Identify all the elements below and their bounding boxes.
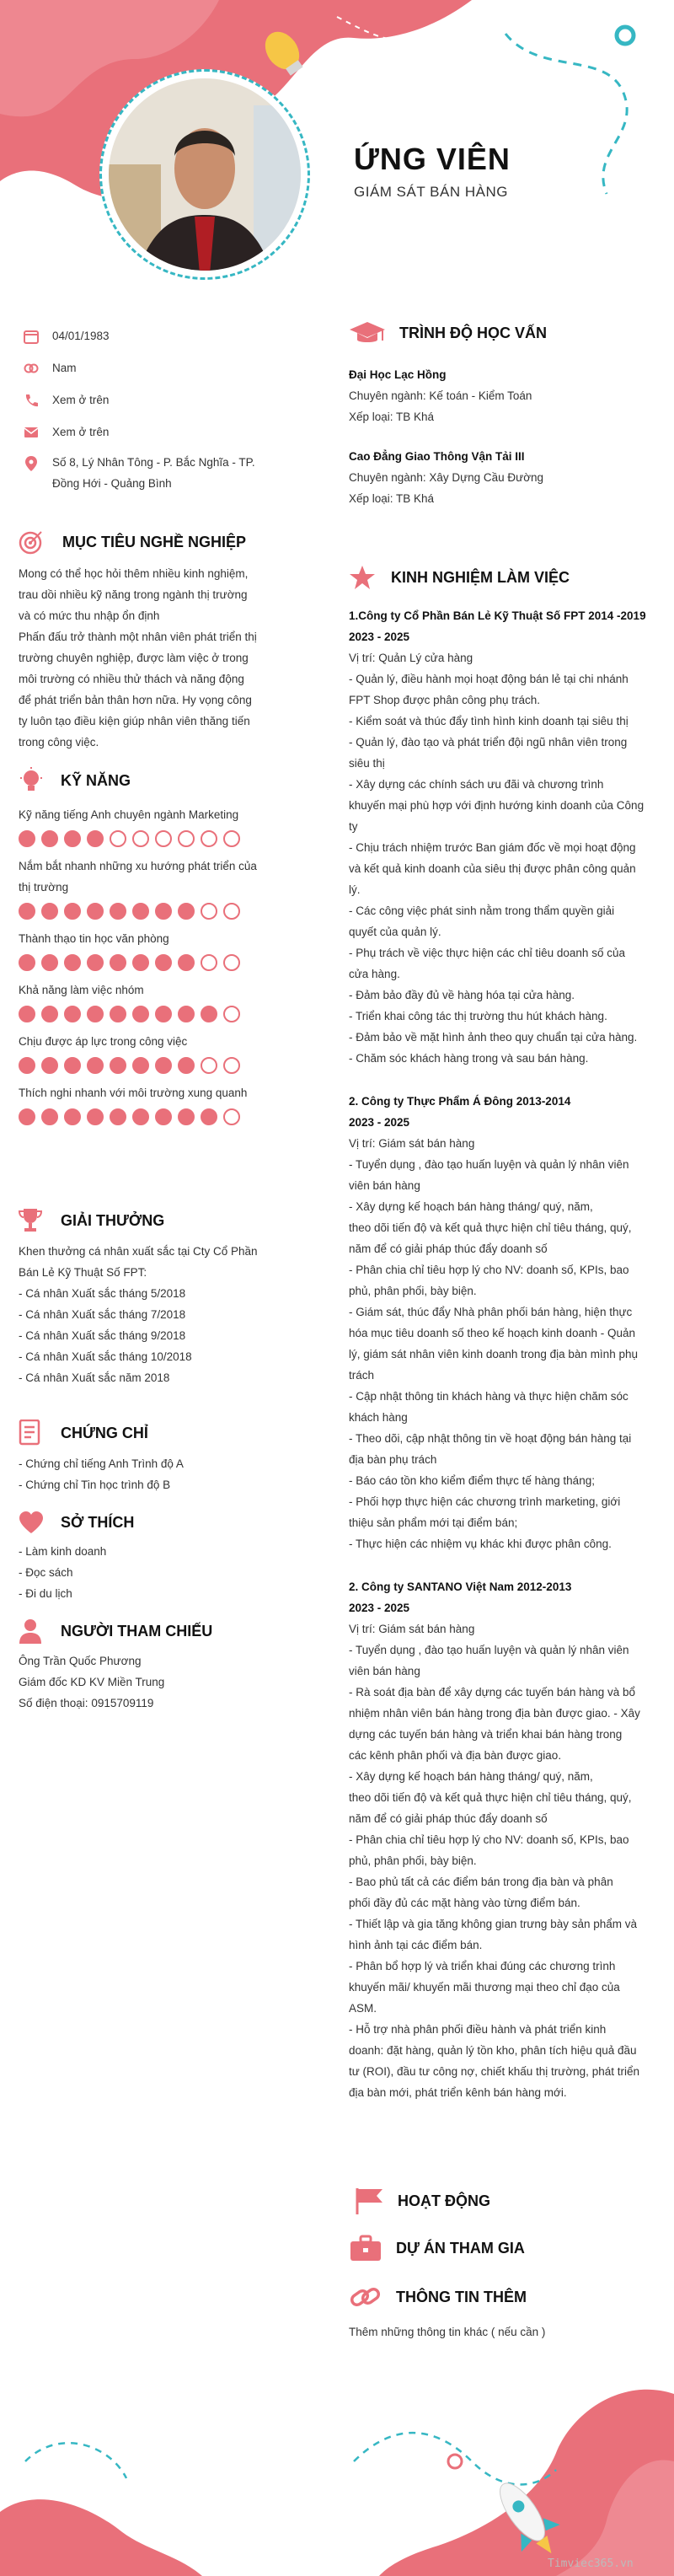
rating-dot-empty [223,1108,240,1125]
rating-dot-filled [19,1057,35,1074]
rating-dot-empty [223,1057,240,1074]
job-company: 2. Công ty Thực Phẩm Á Đông 2013-2014 [349,1095,571,1108]
job-line: - Thực hiện các nhiệm vụ khác khi được phân công. [349,1538,612,1550]
job-entry [349,1576,652,2103]
job-line: - Giám sát, thúc đẩy Nhà phân phối bán hàng, hiện thực [349,1306,633,1318]
objective-title: MỤC TIÊU NGHỀ NGHIỆP [62,533,247,550]
job-line: FPT Shop được phân công phụ trách. [349,694,541,706]
job-line: Vị trí: Quản Lý cửa hàng [349,652,473,664]
rating-dot-filled [110,1057,126,1074]
job-line: phủ, phân phối, bày biện. [349,1854,477,1867]
objective-line: ty luôn tạo điều kiện giúp nhân viên thăng tiến [19,715,250,727]
job-line: - Quản lý, đào tạo và phát triển đội ngũ nhân viên trong [349,736,628,749]
link-icon [349,2283,382,2311]
skill-item [19,928,288,971]
skill-label: Thành thạo tin học văn phòng [19,932,169,945]
education-title: TRÌNH ĐỘ HỌC VẤN [399,324,547,341]
flag-icon [349,2187,386,2215]
references-title: NGƯỜI THAM CHIẾU [61,1622,213,1640]
skill-label: Thích nghi nhanh với môi trường xung quanh [19,1087,248,1099]
job-line: - Kiểm soát và thúc đẩy tình hình kinh doanh tại siêu thị [349,715,629,727]
rating-dot-filled [132,1006,149,1022]
skills-title: KỸ NĂNG [61,771,131,789]
activities-section [349,2187,490,2215]
rating-dot-filled [178,1108,195,1125]
school-grade: Xếp loại: TB Khá [349,492,435,505]
award-line: - Cá nhân Xuất sắc tháng 5/2018 [19,1287,186,1300]
rating-dot-filled [41,1108,58,1125]
objective-line: trường chuyên nghiệp, được làm việc ở trong [19,652,249,664]
objective-line: và có mức thu nhập ổn định [19,609,160,622]
award-line: Bán Lẻ Kỹ Thuật Số FPT: [19,1266,147,1279]
rating-dot-filled [132,903,149,920]
rating-dot-empty [201,1057,217,1074]
location-pin-icon [24,455,39,472]
skill-item [19,856,288,920]
objective-line: trau dồi nhiều kỹ năng trong ngành thị trường [19,588,248,601]
rating-dot-filled [132,1108,149,1125]
hobby-line: - Làm kinh doanh [19,1545,107,1558]
skill-label: thị trường [19,881,69,894]
job-line: doanh: đặt hàng, quản lý tồn kho, phân tích hiệu quả đầu [349,2044,637,2057]
address-line-1: Số 8, Lý Nhân Tông - P. Bắc Nghĩa - TP. [52,456,255,469]
award-line: - Cá nhân Xuất sắc năm 2018 [19,1371,170,1384]
rating-dot-filled [155,1006,172,1022]
objective-line: Phấn đấu trở thành một nhân viên phát triển thị [19,631,257,643]
job-subtitle: GIÁM SÁT BÁN HÀNG [354,184,508,200]
job-line: phủ, phân phối, bày biện. [349,1285,477,1297]
target-icon [19,529,44,555]
objective-line: Mong có thể học hỏi thêm nhiều kinh nghiệm, [19,567,249,580]
rating-dot-filled [155,954,172,971]
objective-line: môi trường có nhiều thử thách và năng động [19,673,244,685]
objective-line: trong công việc. [19,736,99,749]
projects-title: DỰ ÁN THAM GIA [396,2239,525,2257]
job-line: nhiệm nhân viên bán hàng trong địa bàn được giao. - Xây [349,1707,640,1720]
certificates-title: CHỨNG CHỈ [61,1424,148,1441]
skill-label: Kỹ năng tiếng Anh chuyên ngành Marketing [19,808,239,821]
job-company: 1.Công ty Cổ Phần Bán Lẻ Kỹ Thuật Số FPT 2014 -2019 [349,609,646,622]
email-value: Xem ở trên [52,426,110,438]
rating-dot-filled [110,1006,126,1022]
job-line: - Cập nhật thông tin khách hàng và thực hiện chăm sóc [349,1390,629,1403]
job-line: lý, giám sát nhân viên kinh doanh trong địa bàn mình phụ [349,1348,638,1360]
contact-birthday [24,325,110,346]
job-line: - Phụ trách về việc thực hiện các chỉ tiêu doanh số của [349,947,625,959]
rating-dot-filled [178,1006,195,1022]
calendar-icon [24,329,39,344]
skill-label: Khả năng làm việc nhóm [19,984,144,996]
job-line: khuyến mãi/ khuyến mãi thương mại theo chỉ đạo của [349,1981,620,1994]
rating-dot-filled [19,1108,35,1125]
gender-value: Nam [52,362,77,374]
job-line: ASM. [349,2002,377,2015]
rating-dot-empty [223,903,240,920]
job-line: tư (ROI), đầu tư công nợ, chiết khấu thị trường, phát triển [349,2065,639,2078]
rating-dot-filled [41,830,58,847]
rating-dot-filled [178,954,195,971]
job-line: và kết quả kinh doanh của siêu thị được phân công quản [349,862,636,875]
email-icon [24,425,39,440]
job-line: theo dõi tiến độ và kết quả thực hiện chỉ tiêu tháng, quý, [349,1791,632,1804]
rating-dot-filled [64,903,81,920]
objective-line: để phát triển bản thân hơn nữa. Hy vọng công [19,694,252,706]
rating-dot-filled [201,1006,217,1022]
skill-rating [19,1006,288,1022]
reference-line: Giám đốc KD KV Miền Trung [19,1676,165,1688]
skill-label: Chịu được áp lực trong công việc [19,1035,188,1048]
rating-dot-filled [201,1108,217,1125]
rating-dot-filled [87,954,104,971]
rating-dot-filled [87,1057,104,1074]
contact-phone [24,389,109,411]
hobbies-title: SỞ THÍCH [61,1513,135,1531]
birthday-value: 04/01/1983 [52,330,110,342]
job-entry [349,1091,652,1554]
rating-dot-filled [64,1006,81,1022]
objective-section [19,529,280,753]
hobbies-section [19,1511,288,1604]
job-line: địa bàn phụ trách [349,1453,437,1466]
address-line-2: Đồng Hới - Quảng Bình [52,477,172,490]
school-grade: Xếp loại: TB Khá [349,411,435,423]
award-line: - Cá nhân Xuất sắc tháng 10/2018 [19,1350,192,1363]
job-line: viên bán hàng [349,1665,420,1677]
rating-dot-filled [64,1057,81,1074]
rating-dot-empty [110,830,126,847]
job-line: - Triển khai công tác thị trường thu hút khách hàng. [349,1010,607,1022]
rating-dot-empty [223,830,240,847]
job-line: Vị trí: Giám sát bán hàng [349,1623,475,1635]
award-line: Khen thưởng cá nhân xuất sắc tại Cty Cổ Phần [19,1245,258,1258]
job-line: địa bàn mới, phát triển kênh bán hàng mới. [349,2086,567,2099]
job-line: cửa hàng. [349,968,400,980]
rating-dot-empty [223,954,240,971]
rating-dot-filled [110,1108,126,1125]
reference-line: Ông Trần Quốc Phương [19,1655,142,1667]
award-line: - Cá nhân Xuất sắc tháng 7/2018 [19,1308,186,1321]
rating-dot-empty [201,954,217,971]
job-line: năm để có giải pháp thúc đẩy doanh số [349,1242,548,1255]
more-info-title: THÔNG TIN THÊM [396,2288,527,2305]
job-line: - Theo dõi, cập nhật thông tin về hoạt động bán hàng tại [349,1432,632,1445]
references-section [19,1618,288,1714]
job-line: Vị trí: Giám sát bán hàng [349,1137,475,1150]
job-line: viên bán hàng [349,1179,420,1192]
job-line: - Phân bổ hợp lý và triển khai đúng các chương trình [349,1960,616,1972]
projects-section [349,2234,525,2262]
rating-dot-filled [178,1057,195,1074]
hobby-line: - Đi du lịch [19,1587,72,1600]
heart-icon [19,1511,44,1534]
job-line: theo dõi tiến độ và kết quả thực hiện chỉ tiêu tháng, quý, [349,1221,632,1234]
star-icon [349,565,376,590]
job-line: ty [349,820,358,833]
skill-label: Nắm bắt nhanh những xu hướng phát triển của [19,860,257,872]
certificates-section [19,1419,288,1495]
job-line: hình ảnh tại các điểm bán. [349,1939,483,1951]
job-line: phối đầy đủ các mặt hàng vào từng điểm bán. [349,1897,580,1909]
briefcase-icon [349,2234,382,2262]
skill-rating [19,954,288,971]
job-line: - Xây dựng kế hoạch bán hàng tháng/ quý, năm, [349,1200,593,1213]
job-company: 2. Công ty SANTANO Việt Nam 2012-2013 [349,1580,572,1593]
rating-dot-filled [178,903,195,920]
job-line: - Quản lý, điều hành mọi hoạt động bán lẻ tại chi nhánh [349,673,629,685]
awards-section [19,1207,288,1388]
job-line: siêu thị [349,757,385,770]
hobby-line: - Đọc sách [19,1566,73,1579]
rating-dot-filled [41,903,58,920]
job-line: - Báo cáo tồn kho kiểm điểm thực tế hàng tháng; [349,1474,595,1487]
rating-dot-filled [19,954,35,971]
rating-dot-filled [41,1006,58,1022]
rating-dot-filled [19,1006,35,1022]
job-line: khuyến mại phù hợp với định hướng kinh doanh của Công [349,799,645,812]
phone-value: Xem ở trên [52,394,110,406]
job-line: các kênh phân phối và địa bàn được giao. [349,1749,562,1762]
rating-dot-filled [87,830,104,847]
rating-dot-filled [155,903,172,920]
job-line: - Các công việc phát sinh nằm trong thẩm quyền giải [349,904,615,917]
awards-title: GIẢI THƯỞNG [61,1211,165,1229]
job-line: - Phân chia chỉ tiêu hợp lý cho NV: doanh số, KPIs, bao [349,1264,629,1276]
job-line: - Đảm bảo đầy đủ về hàng hóa tại cửa hàng. [349,989,575,1001]
job-line: - Bao phủ tất cả các điểm bán trong địa bàn và phân [349,1876,613,1888]
job-line: - Rà soát địa bàn để xây dựng các tuyến bán hàng và bổ [349,1686,636,1699]
certificate-icon [19,1419,42,1446]
job-line: - Tuyển dụng , đào tạo huấn luyện và quản lý nhân viên [349,1644,629,1656]
skill-rating [19,830,288,847]
rating-dot-filled [41,1057,58,1074]
rating-dot-empty [201,903,217,920]
skill-item [19,1082,288,1125]
school-name: Cao Đẳng Giao Thông Vận Tải III [349,450,525,463]
award-line: - Cá nhân Xuất sắc tháng 9/2018 [19,1329,186,1342]
job-line: khách hàng [349,1411,408,1424]
contact-email [24,421,109,443]
job-period: 2023 - 2025 [349,631,410,643]
job-line: quyết của quản lý. [349,926,441,938]
job-period: 2023 - 2025 [349,1602,410,1614]
skill-item [19,1031,288,1074]
rating-dot-filled [132,954,149,971]
rating-dot-empty [201,830,217,847]
rating-dot-filled [64,1108,81,1125]
rating-dot-filled [87,1006,104,1022]
rating-dot-empty [223,1006,240,1022]
job-line: - Tuyển dụng , đào tạo huấn luyện và quản lý nhân viên [349,1158,629,1171]
page-title: ỨNG VIÊN [354,142,511,176]
rating-dot-filled [87,903,104,920]
skill-rating [19,1057,288,1074]
skills-section [19,767,288,1134]
job-line: - Phối hợp thực hiện các chương trình marketing, giới [349,1495,621,1508]
contact-gender [24,357,77,378]
rating-dot-empty [178,830,195,847]
rating-dot-filled [19,903,35,920]
footer-decoration [0,2360,674,2576]
rating-dot-empty [132,830,149,847]
job-period: 2023 - 2025 [349,1116,410,1129]
skill-rating [19,1108,288,1125]
job-line: dựng các tuyến bán hàng và triển khai bán hàng trong [349,1728,623,1741]
job-line: hóa mục tiêu doanh số theo kế hoạch kinh doanh - Quản [349,1327,635,1339]
rating-dot-filled [155,1108,172,1125]
person-icon [19,1618,42,1644]
skill-rating [19,903,288,920]
certificate-line: - Chứng chỉ tiếng Anh Trình độ A [19,1457,184,1470]
job-line: năm để có giải pháp thúc đẩy doanh số [349,1812,548,1825]
job-line: - Thiết lập và gia tăng không gian trưng bày sản phẩm và [349,1918,638,1930]
school-name: Đại Học Lạc Hồng [349,368,447,381]
more-info-section [349,2283,652,2343]
job-line: trách [349,1369,375,1382]
gender-icon [24,361,39,376]
rating-dot-empty [155,830,172,847]
school-major: Chuyên ngành: Xây Dựng Cầu Đường [349,471,544,484]
job-line: - Đảm bảo về mặt hình ảnh theo quy chuẩn tại cửa hàng. [349,1031,638,1044]
job-line: - Xây dựng các chính sách ưu đãi và chương trình [349,778,604,791]
rating-dot-filled [87,1108,104,1125]
skill-item [19,979,288,1022]
rating-dot-filled [41,954,58,971]
contact-address [24,452,255,494]
job-line: - Xây dựng kế hoạch bán hàng tháng/ quý, năm, [349,1770,593,1783]
watermark: Timviec365.vn [548,2557,634,2570]
rating-dot-filled [19,830,35,847]
experience-title: KINH NGHIỆM LÀM VIỆC [391,568,570,586]
skill-item [19,804,288,847]
phone-icon [24,393,39,408]
reference-line: Số điện thoại: 0915709119 [19,1697,154,1709]
avatar [99,69,310,280]
job-line: - Chăm sóc khách hàng trong và sau bán hàng. [349,1052,589,1065]
more-info-text: Thêm những thông tin khác ( nếu cần ) [349,2326,546,2338]
activities-title: HOẠT ĐỘNG [398,2192,490,2209]
experience-section [349,565,652,2125]
job-line: - Phân chia chỉ tiêu hợp lý cho NV: doanh số, KPIs, bao [349,1833,629,1846]
job-line: - Hỗ trợ nhà phân phối điều hành và phát triển kinh [349,2023,607,2036]
graduation-cap-icon [349,320,386,346]
job-line: thiệu sản phẩm mới tại điểm bán; [349,1516,518,1529]
lightbulb-icon [19,767,44,794]
rating-dot-filled [132,1057,149,1074]
trophy-icon [19,1207,42,1234]
school-major: Chuyên ngành: Kế toán - Kiểm Toán [349,389,532,402]
job-entry [349,605,652,1069]
rating-dot-filled [110,903,126,920]
rating-dot-filled [110,954,126,971]
rating-dot-filled [64,954,81,971]
rating-dot-filled [64,830,81,847]
rating-dot-filled [155,1057,172,1074]
job-line: lý. [349,883,361,896]
education-section [349,320,661,509]
certificate-line: - Chứng chỉ Tin học trình độ B [19,1479,171,1491]
job-line: - Chịu trách nhiệm trước Ban giám đốc về mọi hoạt động [349,841,636,854]
